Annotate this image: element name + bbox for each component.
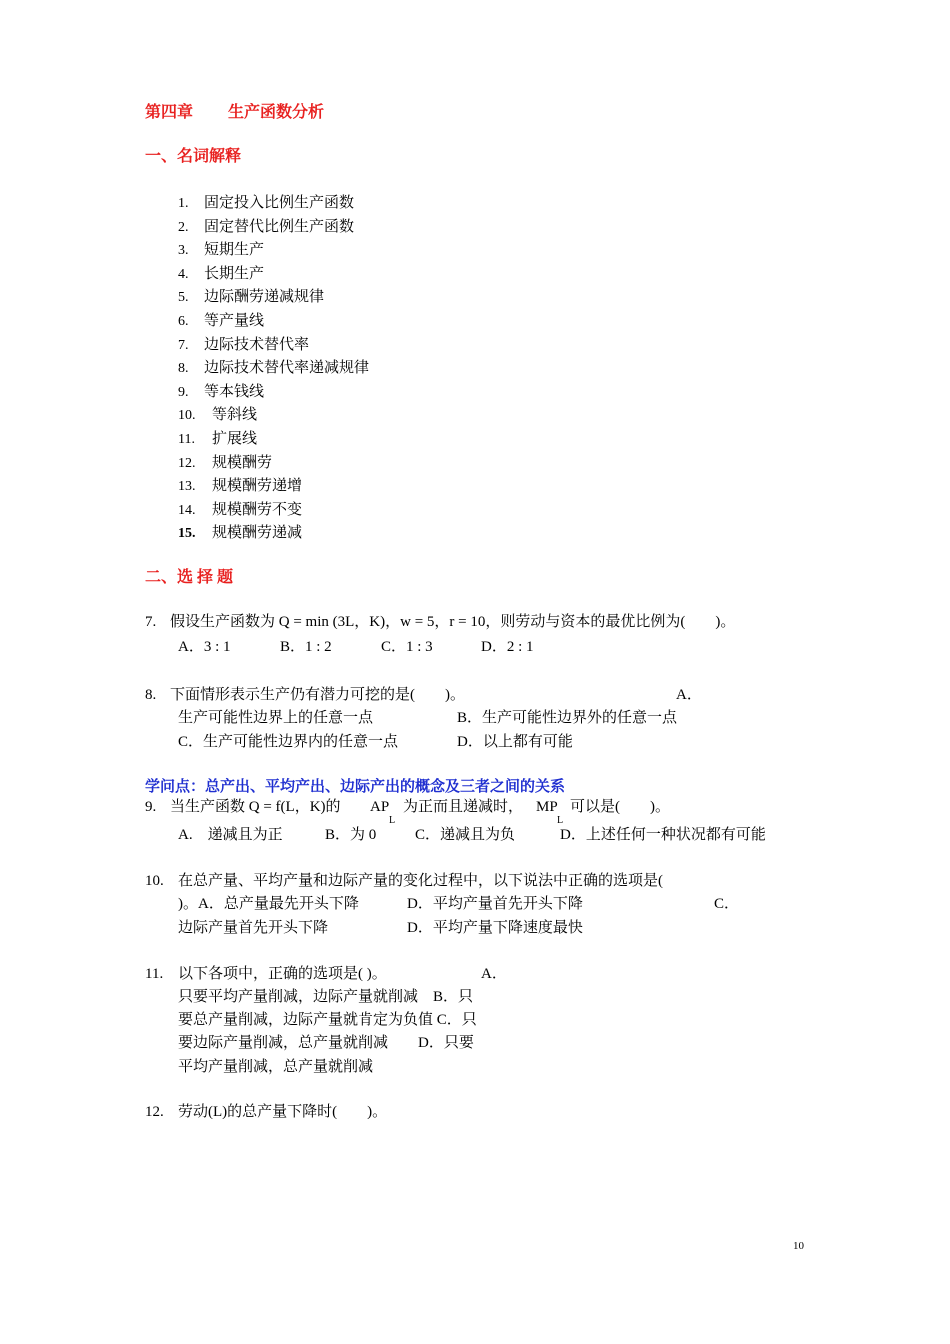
term-item <box>178 500 302 521</box>
q7-option-b: B．1 : 2 <box>280 639 332 655</box>
q11-line1-option-a: A． <box>481 966 507 982</box>
term-item <box>178 358 369 379</box>
q8-option-a-label: A． <box>676 687 702 703</box>
q9-ap-symbol: AP <box>370 799 390 815</box>
q7-option-a: A．3 : 1 <box>178 639 231 655</box>
q8-option-b: B．生产可能性边界外的任意一点 <box>457 710 678 726</box>
term-number: 12. <box>178 456 196 471</box>
term-text: 固定投入比例生产函数 <box>204 195 355 211</box>
term-text: 边际技术替代率递减规律 <box>204 360 370 376</box>
term-text: 长期生产 <box>204 266 265 282</box>
q7-option-d: D．2 : 1 <box>481 639 534 655</box>
q10-line2-c: C． <box>714 896 740 912</box>
term-number: 8. <box>178 361 189 376</box>
term-number: 5. <box>178 290 189 305</box>
q9-stem-part3: 可以是( )。 <box>570 799 670 815</box>
q10-line2-a: )。A．总产量最先开头下降 <box>178 896 359 912</box>
q9-mp-subscript: L <box>557 815 564 826</box>
q8-option-d: D．以上都有可能 <box>457 734 573 750</box>
q9-stem-part2: 为正而且递减时， <box>403 799 524 815</box>
q8-option-a: 生产可能性边界上的任意一点 <box>178 710 374 726</box>
term-number: 6. <box>178 314 189 329</box>
q10-line3-b: D．平均产量下降速度最快 <box>407 920 583 936</box>
page-number: 10 <box>793 1240 804 1252</box>
q11-number: 11. <box>145 966 164 982</box>
term-text: 边际技术替代率 <box>204 337 310 353</box>
term-number: 10. <box>178 408 196 423</box>
term-item <box>178 287 324 308</box>
term-text: 规模酬劳不变 <box>212 502 303 518</box>
q11-line3: 要总产量削减，边际产量就肯定为负值 C．只 <box>178 1012 477 1028</box>
term-item <box>178 335 309 356</box>
q11-line5: 平均产量削减，总产量就削减 <box>178 1059 374 1075</box>
term-item <box>178 476 302 497</box>
term-text: 等本钱线 <box>204 384 265 400</box>
term-item <box>178 429 257 450</box>
term-item <box>178 264 264 285</box>
q8-stem: 下面情形表示生产仍有潜力可挖的是( )。 <box>170 687 465 703</box>
q8-option-c: C．生产可能性边界内的任意一点 <box>178 734 399 750</box>
q10-number: 10. <box>145 873 164 889</box>
term-text: 固定替代比例生产函数 <box>204 219 355 235</box>
q10-line3-a: 边际产量首先开头下降 <box>178 920 329 936</box>
q10-line1: 在总产量、平均产量和边际产量的变化过程中，以下说法中正确的选项是( <box>178 873 663 889</box>
q7-number: 7. <box>145 614 157 630</box>
term-number: 4. <box>178 267 189 282</box>
term-item <box>178 453 272 474</box>
knowledge-point: 学问点：总产出、平均产出、边际产出的概念及三者之间的关系 <box>145 779 566 795</box>
term-text: 规模酬劳递减 <box>212 525 303 541</box>
term-text: 规模酬劳递增 <box>212 478 303 494</box>
term-number: 9. <box>178 385 189 400</box>
term-text: 扩展线 <box>212 431 258 447</box>
term-item <box>178 217 354 238</box>
term-number: 15. <box>178 526 196 541</box>
q7-option-c: C．1 : 3 <box>381 639 433 655</box>
term-number: 2. <box>178 220 189 235</box>
term-number: 7. <box>178 338 189 353</box>
q8-number: 8. <box>145 687 157 703</box>
term-text: 等产量线 <box>204 313 265 329</box>
term-text: 边际酬劳递减规律 <box>204 289 325 305</box>
q7-stem: 假设生产函数为 Q = min (3L，K)，w = 5，r = 10，则劳动与资本的最优比例为( )。 <box>170 614 736 630</box>
q9-option-b: B．为 0 <box>325 827 377 843</box>
chapter-title: 生产函数分析 <box>228 104 325 121</box>
term-number: 13. <box>178 479 196 494</box>
term-item <box>178 523 302 544</box>
term-item <box>178 193 354 214</box>
section2-heading: 二、选 择 题 <box>145 569 234 586</box>
term-item <box>178 240 264 261</box>
q9-ap-subscript: L <box>389 815 396 826</box>
q11-line1: 以下各项中，正确的选项是( )。 <box>178 966 387 982</box>
term-item <box>178 405 257 426</box>
q9-number: 9. <box>145 799 157 815</box>
term-number: 3. <box>178 243 189 258</box>
term-text: 短期生产 <box>204 242 265 258</box>
q9-stem-part1: 当生产函数 Q = f(L，K)的 <box>170 799 341 815</box>
term-text: 等斜线 <box>212 407 258 423</box>
q11-line2: 只要平均产量削减，边际产量就削减 B．只 <box>178 989 474 1005</box>
section1-heading: 一、名词解释 <box>145 148 242 165</box>
term-number: 1. <box>178 196 189 211</box>
q12-number: 12. <box>145 1104 164 1120</box>
q9-option-d: D．上述任何一种状况都有可能 <box>560 827 766 843</box>
term-number: 11. <box>178 432 195 447</box>
q11-line4: 要边际产量削减，总产量就削减 D．只要 <box>178 1035 474 1051</box>
q9-option-c: C．递减且为负 <box>415 827 516 843</box>
chapter-number: 第四章 <box>145 104 194 121</box>
q10-line2-b: D．平均产量首先开头下降 <box>407 896 583 912</box>
term-text: 规模酬劳 <box>212 455 273 471</box>
q12-stem: 劳动(L)的总产量下降时( )。 <box>178 1104 388 1120</box>
q9-mp-symbol: MP <box>536 799 558 815</box>
term-item <box>178 382 264 403</box>
q9-option-a: A. 递减且为正 <box>178 827 283 843</box>
term-item <box>178 311 264 332</box>
term-number: 14. <box>178 503 196 518</box>
